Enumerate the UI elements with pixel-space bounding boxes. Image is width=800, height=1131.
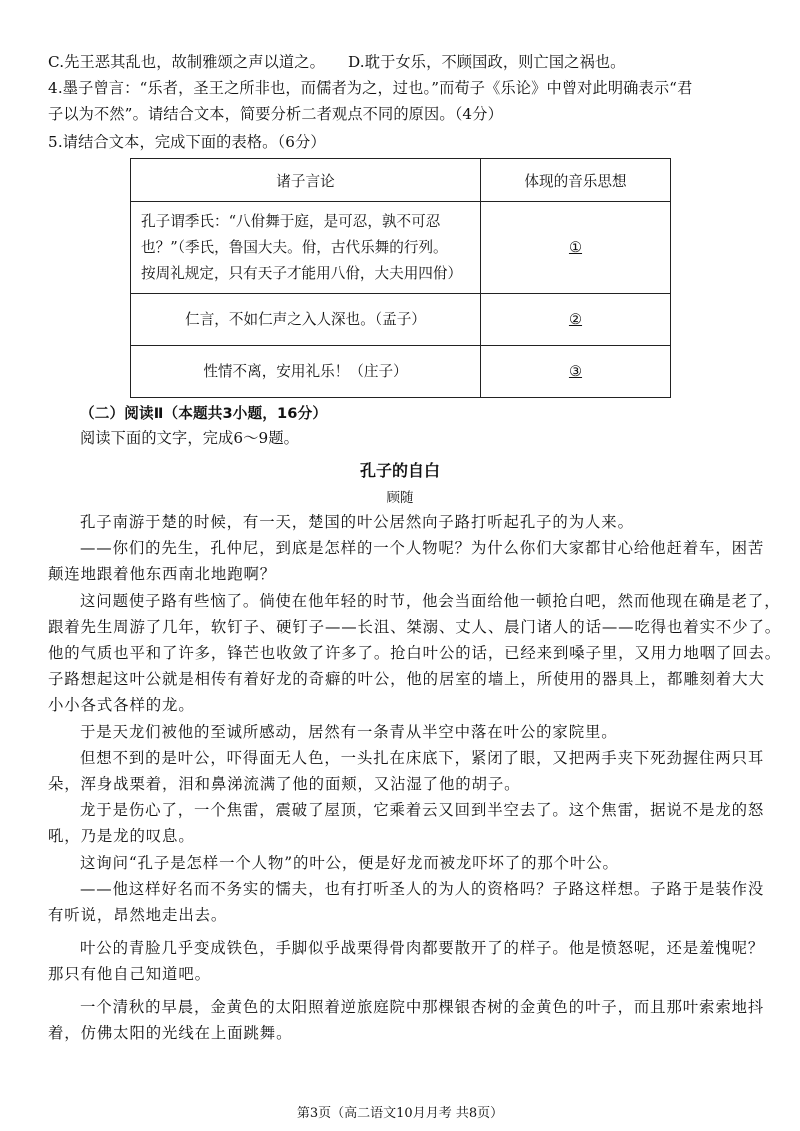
- header-quotes: 诸子言论: [131, 159, 481, 202]
- q4-line-2: 子以为不然”。请结合文本，简要分析二者观点不同的原因。（4分）: [48, 105, 503, 123]
- article-line: 叶公的青脸几乎变成铁色，手脚似乎战栗得骨肉都要散开了的样子。他是愤怒呢，还是羞愧呢？: [80, 939, 765, 957]
- q3-options-cd: C.先王恶其乱也，故制雅颂之声以道之。 D.耽于女乐，不顾国政，则亡国之祸也。: [48, 53, 626, 71]
- article-line: 一个清秋的早晨，金黄色的太阳照着逆旅庭院中那棵银杏树的金黄色的叶子，而且那叶索索地抖: [80, 998, 765, 1016]
- music-thought-table: [130, 158, 671, 398]
- article-line: 这问题使子路有些恼了。倘使在他年轻的时节，他会当面给他一顿抢白吧，然而他现在确是老了，: [80, 592, 781, 610]
- answer-blank-2: ②: [481, 294, 671, 346]
- quote-cell-mencius: [131, 294, 481, 346]
- article-line: 吼，乃是龙的叹息。: [48, 827, 195, 845]
- page-footer: 第3页（高二语文10月月考 共8页）: [296, 1106, 504, 1121]
- article-line: 朵，浑身战栗着，泪和鼻涕流满了他的面颊，又沾湿了他的胡子。: [48, 775, 521, 793]
- answer-blank-1: ①: [481, 202, 671, 294]
- answer-blank-3: ③: [481, 346, 671, 398]
- q5-prompt: 5.请结合文本，完成下面的表格。（6分）: [48, 133, 326, 151]
- quote-line: 仁言，不如仁声之入人深也。（孟子）: [185, 310, 426, 328]
- article-title: 孔子的自白: [359, 461, 440, 480]
- quote-line: 按周礼规定，只有天子才能用八佾，大夫用四佾）: [141, 264, 463, 282]
- article-line: 跟着先生周游了几年，软钉子、硬钉子——长沮、桀溺、丈人、晨门诸人的话——吃得也着实不少了。: [48, 618, 782, 636]
- article-author: 顾随: [386, 490, 414, 506]
- quote-line: 性情不离，安用礼乐！（庄子）: [203, 362, 408, 380]
- article-line: 那只有他自己知道吧。: [48, 965, 211, 983]
- section-instruction: 阅读下面的文字，完成6～9题。: [80, 429, 300, 447]
- article-line: 孔子南游于楚的时候，有一天，楚国的叶公居然向子路打听起孔子的为人来。: [80, 513, 634, 531]
- article-line: 龙于是伤心了，一个焦雷，震破了屋顶，它乘着云又回到半空去了。这个焦雷，据说不是龙的怒: [80, 801, 765, 819]
- article-line: 但想不到的是叶公，吓得面无人色，一头扎在床底下，紧闭了眼，又把两手夹下死劲握住两只耳: [80, 749, 765, 767]
- article-line: ——他这样好名而不务实的懦夫，也有打听圣人的为人的资格吗？子路这样想。子路于是装作没: [80, 880, 765, 898]
- table-row: [131, 202, 671, 294]
- quote-cell-zhuangzi: [131, 346, 481, 398]
- article-line: 子路想起这叶公就是相传有着好龙的奇癖的叶公，他的居室的墙上，所使用的器具上，都雕刻着大大: [48, 670, 765, 688]
- table-row: [131, 294, 671, 346]
- article-line: 这询问“孔子是怎样一个人物”的叶公，便是好龙而被龙吓坏了的那个叶公。: [80, 854, 619, 872]
- article-line: 他的气质也平和了许多，锋芒也收敛了许多了。抢白叶公的话，已经来到嗓子里，又用力地咽了回去。: [48, 644, 782, 662]
- article-line: 于是天龙们被他的至诚所感动，居然有一条青从半空中落在叶公的家院里。: [80, 723, 618, 741]
- table-row: [131, 346, 671, 398]
- article-line: ——你们的先生，孔仲尼，到底是怎样的一个人物呢？为什么你们大家都甘心给他赶着车，困苦: [80, 539, 765, 557]
- q4-line-1: 4.墨子曾言：“乐者，圣王之所非也，而儒者为之，过也。”而荀子《乐论》中曾对此明确表示“君: [48, 79, 693, 97]
- quote-line: 也？”（季氏，鲁国大夫。佾，古代乐舞的行列。: [141, 238, 448, 256]
- article-line: 有听说，昂然地走出去。: [48, 906, 228, 924]
- article-line: 着，仿佛太阳的光线在上面跳舞。: [48, 1024, 293, 1042]
- quote-line: 孔子谓季氏：“八佾舞于庭，是可忍，孰不可忍: [141, 212, 441, 230]
- quote-cell-confucius: [131, 202, 481, 294]
- article-line: 小小各式各样的龙。: [48, 696, 195, 714]
- section-heading: （二）阅读Ⅱ（本题共3小题，16分）: [80, 405, 328, 422]
- table-header-row: [131, 159, 671, 202]
- header-music-thought: 体现的音乐思想: [481, 159, 671, 202]
- article-line: 颠连地跟着他东西南北地跑啊？: [48, 565, 277, 583]
